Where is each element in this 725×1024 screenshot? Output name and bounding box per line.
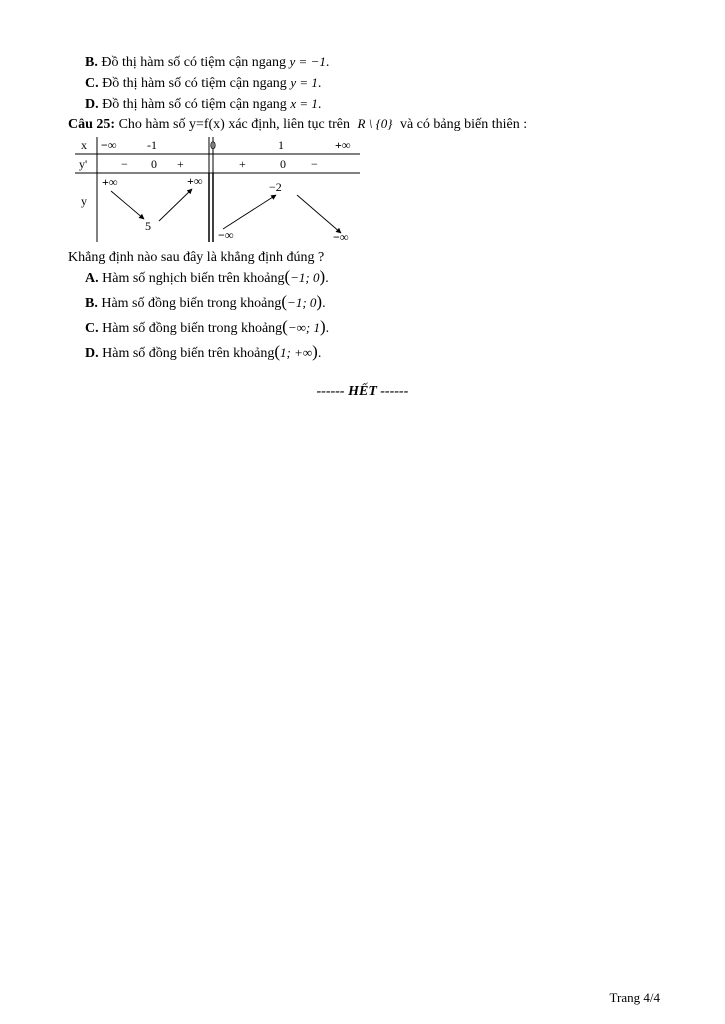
domain-math: R \ {0} (357, 116, 393, 131)
option-math: −∞; 1 (287, 320, 320, 335)
option-text: Hàm số đồng biến trong khoảng (101, 296, 282, 311)
yp-sign: − (121, 157, 128, 171)
q24-option-b (85, 53, 329, 72)
option-tail: . (317, 76, 322, 91)
question-stem-a: Cho hàm số y=f(x) xác định, liên tục trên (118, 117, 351, 132)
option-letter: D. (85, 346, 99, 361)
q25-option-b: B. Hàm số đồng biến trong khoảng(−1; 0). (85, 292, 326, 311)
q25-option-a: A. Hàm số nghịch biến trên khoảng(−1; 0). (85, 267, 329, 286)
yp-sign: + (239, 157, 246, 171)
question-stem-b: và có bảng biến thiên : (399, 117, 528, 132)
y-value: −∞ (333, 230, 349, 242)
x-value: +∞ (335, 138, 351, 152)
option-letter: C. (85, 76, 99, 91)
yp-sign: − (311, 157, 318, 171)
option-math: −1; 0 (287, 295, 317, 310)
option-tail: . (325, 271, 329, 286)
x-value: -1 (147, 138, 157, 152)
page-number: Trang 4/4 (609, 990, 660, 1005)
option-math: y = −1 (289, 54, 326, 69)
q25-stem (68, 115, 527, 134)
yp-sign: + (177, 157, 184, 171)
decrease-arrow (297, 195, 341, 233)
x-value: 0 (210, 138, 216, 152)
decrease-arrow (111, 191, 144, 219)
increase-arrow (223, 195, 276, 229)
increase-arrow (159, 189, 192, 221)
x-value: −∞ (101, 138, 117, 152)
option-tail: . (325, 321, 330, 336)
option-math: −1; 0 (290, 270, 320, 285)
q25-option-d: D. Hàm số đồng biến trên khoảng(1; +∞). (85, 342, 322, 361)
option-tail: . (317, 97, 322, 112)
y-value: −∞ (218, 228, 234, 242)
option-math: x = 1 (290, 96, 318, 111)
option-letter: B. (85, 296, 98, 311)
y-value: −2 (269, 180, 282, 194)
yp-sign: 0 (151, 157, 157, 171)
y-row-label: y (81, 194, 87, 208)
option-letter: D. (85, 97, 99, 112)
option-text: Hàm số đồng biến trên khoảng (102, 346, 275, 361)
option-tail: . (325, 55, 330, 70)
yp-row-label: y' (79, 157, 88, 171)
yp-sign: 0 (280, 157, 286, 171)
option-letter: A. (85, 271, 99, 286)
end-marker: ------ HẾT ------ (316, 384, 409, 399)
y-value: +∞ (187, 174, 203, 188)
option-letter: C. (85, 321, 99, 336)
option-text: Hàm số đồng biến trong khoảng (102, 321, 283, 336)
x-row-label: x (81, 138, 87, 152)
option-text: Đồ thị hàm số có tiệm cận ngang (102, 76, 287, 91)
y-value: 5 (145, 219, 151, 233)
option-math: 1; +∞ (280, 345, 313, 360)
option-text: Đồ thị hàm số có tiệm cận ngang (102, 97, 287, 112)
q25-question: Khẳng định nào sau đây là khẳng định đúng ? (68, 250, 325, 265)
option-tail: . (317, 346, 322, 361)
q24-option-c (85, 74, 321, 93)
question-label: Câu 25: (68, 117, 116, 132)
option-math: y = 1 (290, 75, 318, 90)
option-tail: . (322, 296, 326, 311)
option-text: Hàm số nghịch biến trên khoảng (102, 271, 285, 286)
option-letter: B. (85, 55, 98, 70)
y-value: +∞ (102, 175, 118, 189)
variation-table (75, 137, 360, 242)
q25-option-c: C. Hàm số đồng biến trong khoảng(−∞; 1). (85, 317, 330, 336)
option-text: Đồ thị hàm số có tiệm cận ngang (101, 55, 287, 70)
x-value: 1 (278, 138, 284, 152)
q24-option-d (85, 95, 321, 114)
